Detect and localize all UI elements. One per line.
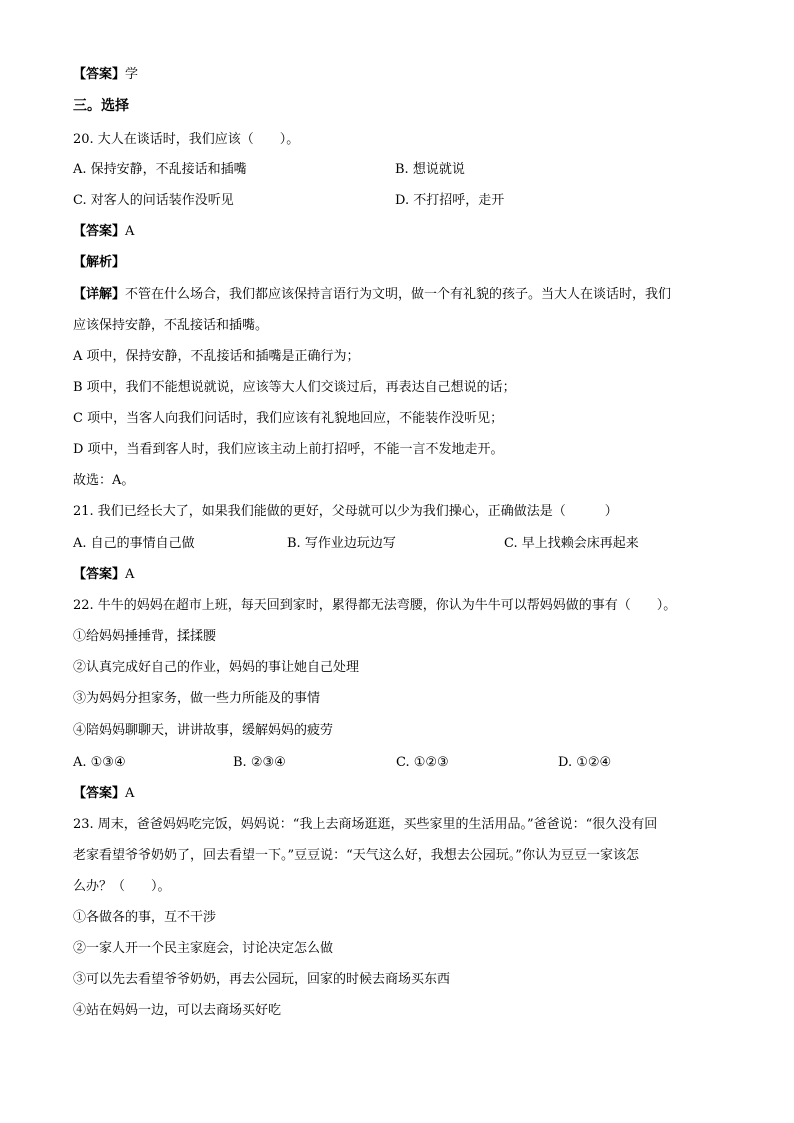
- question-20-option-c: C. 对客人的问话装作没听见: [73, 193, 234, 208]
- question-22-item-4: ④陪妈妈聊聊天，讲讲故事，缓解妈妈的疲劳: [73, 723, 334, 738]
- question-21-option-a: A. 自己的事情自己做: [73, 536, 195, 551]
- question-20-stem: 20. 大人在谈话时，我们应该（ ）。: [73, 132, 300, 147]
- question-21-option-c: C. 早上找赖会床再起来: [504, 536, 639, 551]
- answer-value: 学: [125, 67, 139, 82]
- answer-value: A: [125, 224, 135, 239]
- answer-tag: 【答案】: [73, 67, 126, 82]
- question-21-option-b: B. 写作业边玩边写: [287, 536, 396, 551]
- analysis-option-c: C 项中，当客人向我们问话时，我们应该有礼貌地回应，不能装作没听见；: [73, 411, 504, 426]
- answer-tag: 【答案】: [73, 224, 126, 239]
- question-23-item-2: ②一家人开一个民主家庭会，讨论决定怎么做: [73, 941, 334, 956]
- question-22-answer: [73, 785, 134, 803]
- question-22-item-3: ③为妈妈分担家务，做一些力所能及的事情: [73, 691, 321, 706]
- answer-value: A: [125, 567, 135, 582]
- question-22-item-1: ①给妈妈捶捶背，揉揉腰: [73, 629, 217, 644]
- question-22-option-d: D. ①②④: [558, 755, 612, 770]
- answer-tag: 【答案】: [73, 567, 126, 582]
- question-23-stem-line-3: 么办？（ ）。: [73, 879, 171, 894]
- question-20-option-b: B. 想说就说: [395, 162, 465, 177]
- analysis-tag: 【解析】: [73, 255, 126, 270]
- question-23-stem-line-1: 23. 周末，爸爸妈妈吃完饭，妈妈说：“我上去商场逛逛，买些家里的生活用品。”爸爸说：“很久没有回: [73, 817, 658, 832]
- question-20-answer: [73, 223, 134, 241]
- analysis-option-a: A 项中，保持安静，不乱接话和插嘴是正确行为；: [73, 349, 360, 364]
- question-20-option-a: A. 保持安静，不乱接话和插嘴: [73, 162, 247, 177]
- question-21-answer: [73, 566, 134, 584]
- detail-tag: 【详解】: [73, 287, 126, 302]
- question-23-item-3: ③可以先去看望爷爷奶奶，再去公园玩，回家的时候去商场买东西: [73, 972, 451, 987]
- question-22-stem: 22. 牛牛的妈妈在超市上班，每天回到家时，累得都无法弯腰，你认为牛牛可以帮妈妈做的事有（ ）。: [73, 598, 677, 613]
- answer-tag: 【答案】: [73, 786, 126, 801]
- question-22-item-2: ②认真完成好自己的作业，妈妈的事让她自己处理: [73, 660, 360, 675]
- question-23-item-4: ④站在妈妈一边，可以去商场买好吃: [73, 1003, 282, 1018]
- question-22-option-c: C. ①②③: [396, 755, 449, 770]
- choose-answer: 故选：A。: [73, 473, 135, 488]
- question-22-option-b: B. ②③④: [233, 755, 286, 770]
- question-23-stem-line-2: 老家看望爷爷奶奶了，回去看望一下。”豆豆说：“天气这么好，我想去公园玩。”你认为豆豆一家该怎: [73, 848, 639, 863]
- section-heading: 三。选择: [73, 98, 129, 114]
- question-22-option-a: A. ①③④: [73, 755, 126, 770]
- detail-text: 不管在什么场合，我们都应该保持言语行为文明，做一个有礼貌的孩子。当大人在谈话时，我们: [125, 287, 672, 302]
- detail-line-1: [73, 286, 671, 304]
- detail-line-2: 应该保持安静，不乱接话和插嘴。: [73, 318, 269, 333]
- analysis-option-d: D 项中，当看到客人时，我们应该主动上前打招呼，不能一言不发地走开。: [73, 442, 504, 457]
- analysis-option-b: B 项中，我们不能想说就说，应该等大人们交谈过后，再表达自己想说的话；: [73, 380, 516, 395]
- answer-value: A: [125, 786, 135, 801]
- question-21-stem: 21. 我们已经长大了，如果我们能做的更好，父母就可以少为我们操心，正确做法是（ ）: [73, 504, 618, 519]
- answer-line: [73, 66, 138, 84]
- question-23-item-1: ①各做各的事，互不干涉: [73, 910, 217, 925]
- question-20-option-d: D. 不打招呼，走开: [395, 193, 505, 208]
